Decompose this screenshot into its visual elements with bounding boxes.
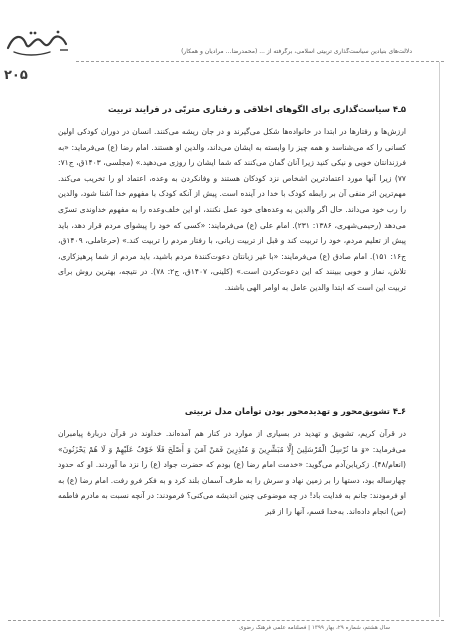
footer-divider bbox=[8, 620, 444, 621]
header-divider bbox=[76, 61, 444, 62]
section-heading-6-4: ۶ـ۴ تشویق‌محور و تهدیدمحور بودن توأمان مدل تربیتی bbox=[184, 406, 406, 416]
margin-rule bbox=[439, 62, 440, 617]
calligraphy-logo-icon bbox=[4, 26, 70, 60]
section-paragraph-5-4: ارزش‌ها و رفتارها در ابتدا در خانواده‌ها شکل می‌گیرند و در جان ریشه می‌کنند. انسان در دوران کودکی اولین کسانی را که می‌شناسد و همه چیز را وابسته به ایشان می‌داند، والدین او هستند. امام رضا (ع) می‌فرماید: «به فرزندانتان خوبی و نیکی کنید زیرا آنان گمان می‌کنند که شما ایشان را روزی می‌دهید.» (مجلسی، ۱۴۰۳ق، ج۷۱: ۷۷) زیرا آنها مورد اعتمادترین اشخاص نزد کودکان هستند و وفانکردن به وعده، اعتماد او را تخریب می‌کند. مهم‌ترین اثر منفی آن بر رابطه کودک با خدا در آینده است. پیش از آنکه کودک با مفهوم خدا آشنا شود، والدین را رب خود می‌داند. حال اگر والدین به وعده‌های خود عمل نکنند، او این خلف‌وعده را به مفهوم خداوندی تسرّی می‌دهد (رحیمی‌شهری، ۱۳۸۶: ۲۳۱). امام علی (ع) می‌فرمایند: «کسی که خود را پیشوای مردم قرار دهد، باید پیش از تعلیم مردم، خود را تربیت کند و قبل از تربیت زبانی، با رفتار مردم را تربیت کند.» (حرعاملی، ۱۴۰۹ق، ج۱۶: ۱۵۱). امام صادق (ع) می‌فرمایند: «با غیر زبانتان دعوت‌کنندۀ مردم باشید، باید مردم از شما پرهیزکاری، تلاش، نماز و خوبی ببینند که این دعوت‌کردن است.» (کلینی، ۱۴۰۷ق، ج۲: ۷۸). در نتیجه، بهترین روش برای تربیت این است که ابتدا والدین عامل به اوامر الهی باشند. bbox=[58, 127, 406, 292]
section-heading-5-4: ۵ـ۴ سیاست‌گذاری برای الگوهای اخلاقی و رفتاری متربّی در فرایند تربیت bbox=[107, 104, 406, 114]
section-paragraph-6-4: در قرآن کریم، تشویق و تهدید در بسیاری از موارد در کنار هم آمده‌اند. خداوند در قرآن دربارۀ پیامبران می‌فرماید: «وَ مَا نُرْسِلُ الْمُرْسَلِينَ إِلَّا مُبَشِّرِينَ وَ مُنْذِرِينَ فَمَنْ آمَنَ وَ أَصْلَحَ فَلَا خَوْفٌ عَلَيْهِمْ وَ لَا هُمْ يَحْزَنُونَ» (انعام/۴۸). زکریابن‌آدم می‌گوید: «خدمت امام رضا (ع) بودم که حضرت جواد (ع) را نزد ما آوردند. او که حدود چهارساله بود، دستها را بر زمین نهاد و سرش را به طرف آسمان بلند کرد و به فکر فرو رفت. امام رضا (ع) به او فرمودند: جانم به فدایت باد! در چه موضوعی چنین اندیشه می‌کنی؟ فرمودند: در آنچه نسبت به مادرم فاطمه (س) انجام داده‌اند. به‌خدا قسم، آنها را از قبر bbox=[58, 429, 406, 516]
page-number: ۲۰۵ bbox=[4, 68, 28, 83]
journal-logo bbox=[4, 26, 70, 60]
running-header-title: دلالت‌های بنیادین سیاست‌گذاری تربیتی اسلامی، برگرفته از ... (محمدرضا… مرادیان و همکار) bbox=[181, 48, 412, 55]
footer-journal-info: سال هشتم، شماره ۲۹، بهار ۱۳۹۹ | فصلنامه علمی فرهنگ رضوی bbox=[239, 625, 390, 631]
